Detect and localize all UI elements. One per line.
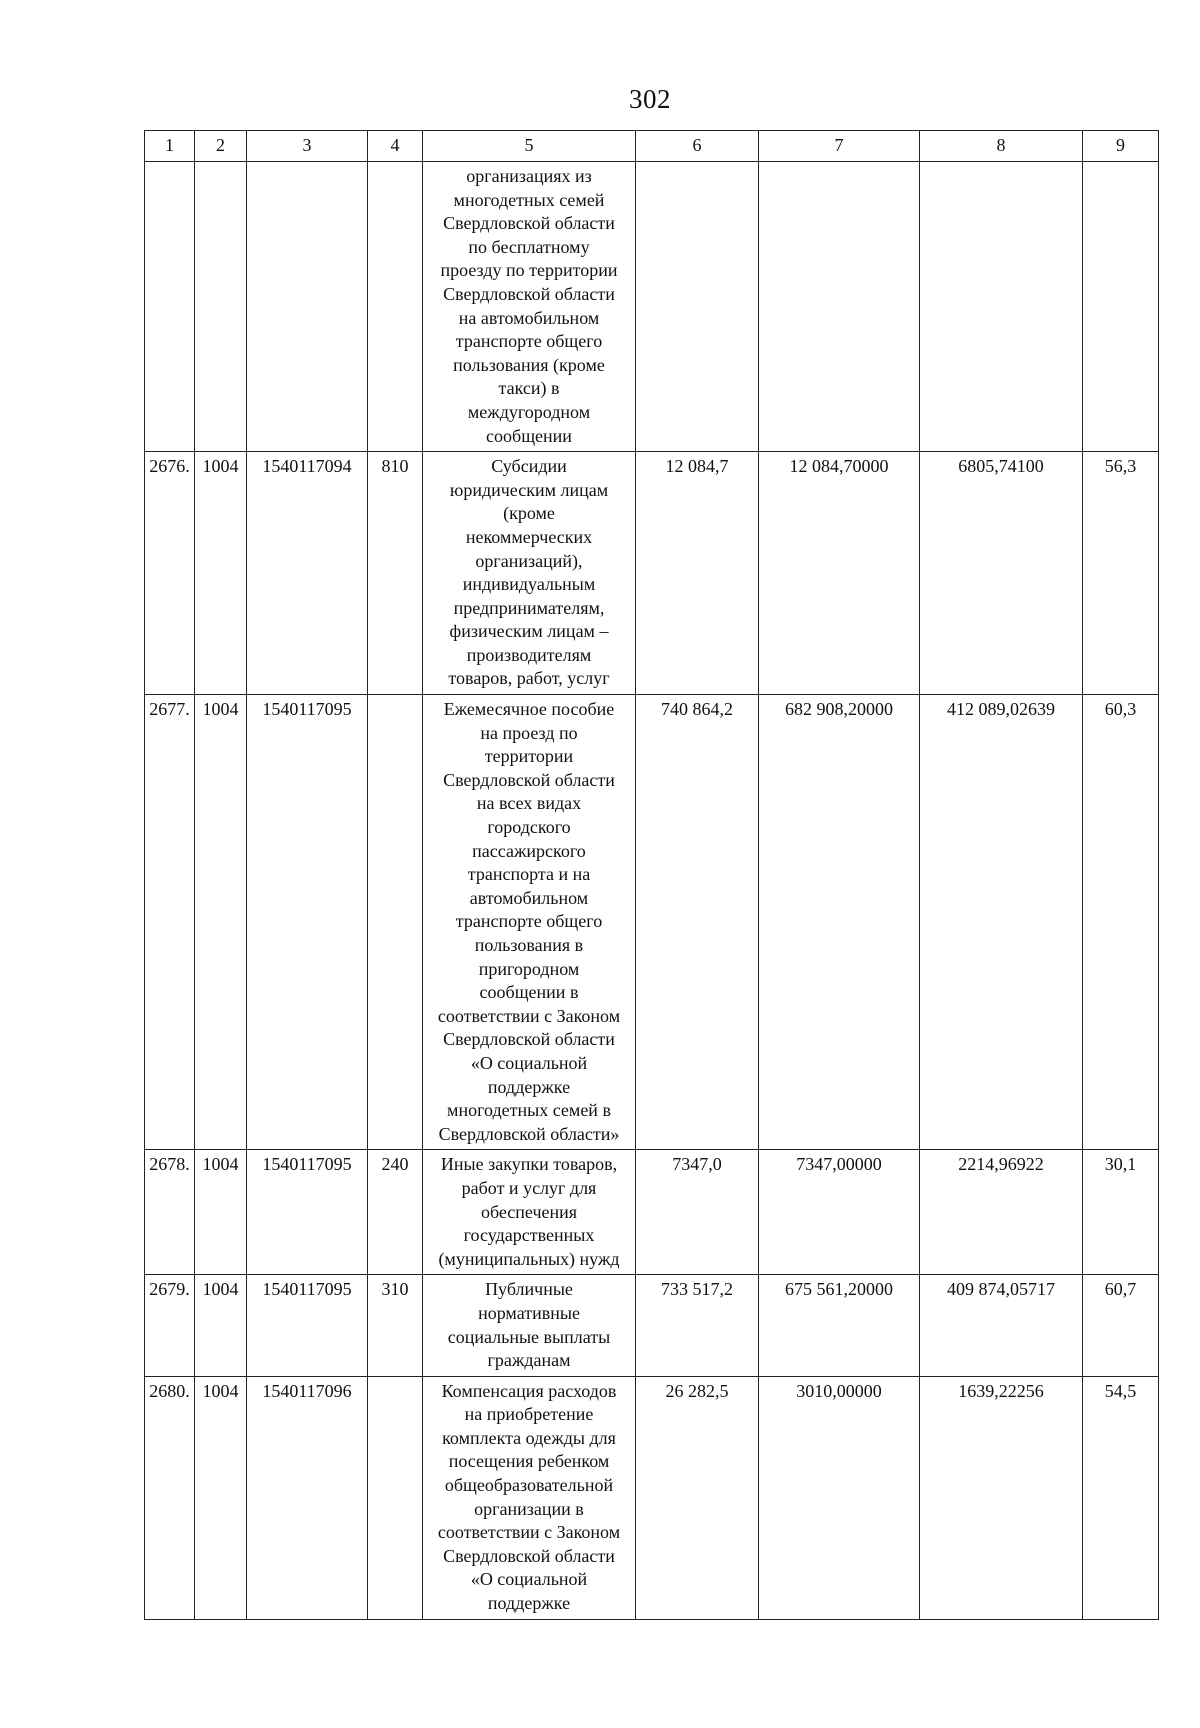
description-cell bbox=[423, 162, 636, 452]
expense-type-cell: 310 bbox=[368, 1275, 423, 1376]
row-number-cell: 2680. bbox=[145, 1376, 195, 1619]
description-line: Свердловской области bbox=[443, 769, 615, 790]
row-number-cell: 2678. bbox=[145, 1150, 195, 1275]
table-body bbox=[145, 162, 1159, 1620]
approved-amount-cell: 7347,00000 bbox=[759, 1150, 920, 1275]
description-line: пользования в bbox=[474, 935, 584, 955]
target-article-cell: 1540117096 bbox=[247, 1376, 368, 1619]
description-cell bbox=[423, 1150, 636, 1275]
section-code-cell: 1004 bbox=[195, 1275, 247, 1376]
description-line: автомобильном bbox=[469, 887, 589, 908]
description-line: нормативные bbox=[478, 1302, 580, 1323]
description-line: Иные закупки товаров, bbox=[440, 1154, 618, 1175]
description-line: транспорта и на bbox=[467, 864, 591, 885]
execution-percent-cell: 60,7 bbox=[1083, 1275, 1159, 1376]
description-line: организациях из bbox=[466, 166, 592, 186]
description-line: товаров, работ, услуг bbox=[448, 668, 610, 689]
description-line: социальные выплаты bbox=[447, 1326, 611, 1347]
description-line: многодетных семей bbox=[453, 189, 605, 210]
description-line: гражданам bbox=[487, 1350, 571, 1371]
description-line: физическим лицам – bbox=[449, 621, 609, 642]
column-header-9: 9 bbox=[1083, 131, 1159, 162]
description-line: организации в bbox=[474, 1498, 584, 1519]
description-line: (кроме bbox=[503, 503, 555, 524]
execution-percent-cell: 56,3 bbox=[1083, 452, 1159, 695]
table-row bbox=[145, 695, 1159, 1150]
execution-percent-cell: 30,1 bbox=[1083, 1150, 1159, 1275]
executed-amount-cell: 1639,22256 bbox=[920, 1376, 1083, 1619]
expense-type-cell: 240 bbox=[368, 1150, 423, 1275]
amount-cell: 733 517,2 bbox=[636, 1275, 759, 1376]
expense-type-cell: 810 bbox=[368, 452, 423, 695]
description-line: на проезд по bbox=[480, 722, 578, 743]
target-article-cell: 1540117095 bbox=[247, 1275, 368, 1376]
description-line: на всех видах bbox=[476, 793, 582, 814]
table-row bbox=[145, 1275, 1159, 1376]
execution-percent-cell: 54,5 bbox=[1083, 1376, 1159, 1619]
section-code-cell: 1004 bbox=[195, 695, 247, 1150]
executed-amount-cell: 6805,74100 bbox=[920, 452, 1083, 695]
section-code-cell: 1004 bbox=[195, 1376, 247, 1619]
description-line: общеобразовательной bbox=[444, 1475, 614, 1496]
description-cell bbox=[423, 695, 636, 1150]
column-header-2: 2 bbox=[195, 131, 247, 162]
table-row bbox=[145, 1376, 1159, 1619]
executed-amount-cell: 409 874,05717 bbox=[920, 1275, 1083, 1376]
description-line: транспорте общего bbox=[455, 911, 603, 932]
approved-amount-cell: 682 908,20000 bbox=[759, 695, 920, 1150]
column-header-4: 4 bbox=[368, 131, 423, 162]
description-line: предпринимателям, bbox=[453, 597, 605, 618]
description-line: Публичные bbox=[485, 1279, 573, 1300]
column-header-7: 7 bbox=[759, 131, 920, 162]
description-line: комплекта одежды для bbox=[442, 1427, 616, 1448]
description-line: поддержке bbox=[487, 1593, 571, 1614]
expense-type-cell bbox=[368, 1376, 423, 1619]
description-line: междугородном bbox=[467, 401, 591, 422]
description-line: посещения ребенком bbox=[448, 1451, 610, 1472]
description-line: Свердловской области bbox=[443, 1029, 615, 1050]
approved-amount-cell: 12 084,70000 bbox=[759, 452, 920, 695]
row-number-cell bbox=[145, 162, 195, 452]
section-code-cell bbox=[195, 162, 247, 452]
table-row bbox=[145, 1150, 1159, 1275]
description-line: сообщении в bbox=[479, 982, 579, 1003]
target-article-cell: 1540117094 bbox=[247, 452, 368, 695]
column-header-6: 6 bbox=[636, 131, 759, 162]
approved-amount-cell: 675 561,20000 bbox=[759, 1275, 920, 1376]
description-line: Компенсация расходов bbox=[441, 1380, 617, 1401]
section-code-cell: 1004 bbox=[195, 1150, 247, 1275]
description-line: на автомобильном bbox=[458, 307, 600, 328]
description-line: сообщении bbox=[486, 425, 572, 446]
description-line: пассажирского bbox=[472, 840, 586, 861]
section-code-cell: 1004 bbox=[195, 452, 247, 695]
table-row bbox=[145, 162, 1159, 452]
executed-amount-cell bbox=[920, 162, 1083, 452]
execution-percent-cell bbox=[1083, 162, 1159, 452]
description-line: (муниципальных) нужд bbox=[438, 1248, 620, 1269]
description-line: транспорте общего bbox=[455, 331, 603, 352]
executed-amount-cell: 412 089,02639 bbox=[920, 695, 1083, 1150]
expense-type-cell bbox=[368, 162, 423, 452]
description-line: территории bbox=[484, 746, 574, 767]
row-number-cell: 2676. bbox=[145, 452, 195, 695]
column-header-8: 8 bbox=[920, 131, 1083, 162]
description-cell bbox=[423, 1376, 636, 1619]
description-line: городского bbox=[487, 817, 571, 838]
description-line: по бесплатному bbox=[468, 236, 590, 257]
description-line: индивидуальным bbox=[462, 574, 596, 595]
description-line: обеспечения bbox=[480, 1201, 578, 1222]
approved-amount-cell: 3010,00000 bbox=[759, 1376, 920, 1619]
description-line: Субсидии bbox=[491, 456, 567, 477]
amount-cell: 740 864,2 bbox=[636, 695, 759, 1150]
amount-cell: 7347,0 bbox=[636, 1150, 759, 1275]
description-cell bbox=[423, 452, 636, 695]
description-line: «О социальной bbox=[470, 1052, 588, 1073]
description-line: Свердловской области bbox=[443, 1545, 615, 1566]
row-number-cell: 2677. bbox=[145, 695, 195, 1150]
amount-cell: 12 084,7 bbox=[636, 452, 759, 695]
description-line: «О социальной bbox=[470, 1569, 588, 1590]
description-line: организаций), bbox=[475, 550, 583, 571]
description-line: пользования (кроме bbox=[453, 354, 605, 375]
description-line: пригородном bbox=[478, 958, 580, 979]
description-line: Ежемесячное пособие bbox=[443, 699, 615, 720]
description-line: некоммерческих bbox=[465, 526, 593, 547]
executed-amount-cell: 2214,96922 bbox=[920, 1150, 1083, 1275]
target-article-cell bbox=[247, 162, 368, 452]
description-line: работ и услуг для bbox=[461, 1177, 597, 1198]
column-header-5: 5 bbox=[423, 131, 636, 162]
description-line: поддержке bbox=[487, 1076, 571, 1097]
description-line: проезду по территории bbox=[440, 260, 618, 281]
column-header-3: 3 bbox=[247, 131, 368, 162]
approved-amount-cell bbox=[759, 162, 920, 452]
page-number: 302 bbox=[629, 84, 671, 114]
expense-type-cell bbox=[368, 695, 423, 1150]
budget-table bbox=[144, 130, 1159, 1620]
target-article-cell: 1540117095 bbox=[247, 1150, 368, 1275]
amount-cell bbox=[636, 162, 759, 452]
header-row bbox=[145, 131, 1159, 162]
description-line: многодетных семей в bbox=[447, 1100, 611, 1121]
description-line: соответствии с Законом bbox=[437, 1522, 621, 1543]
description-line: соответствии с Законом bbox=[437, 1005, 621, 1026]
description-line: государственных bbox=[463, 1225, 595, 1246]
description-line: Свердловской области bbox=[443, 283, 615, 304]
description-line: юридическим лицам bbox=[449, 479, 609, 500]
description-line: Свердловской области bbox=[443, 213, 615, 234]
description-line: производителям bbox=[466, 644, 592, 665]
target-article-cell: 1540117095 bbox=[247, 695, 368, 1150]
row-number-cell: 2679. bbox=[145, 1275, 195, 1376]
description-line: такси) в bbox=[498, 378, 560, 399]
description-line: Свердловской области» bbox=[438, 1123, 620, 1144]
amount-cell: 26 282,5 bbox=[636, 1376, 759, 1619]
description-cell bbox=[423, 1275, 636, 1376]
table-row bbox=[145, 452, 1159, 695]
execution-percent-cell: 60,3 bbox=[1083, 695, 1159, 1150]
column-header-1: 1 bbox=[145, 131, 195, 162]
description-line: на приобретение bbox=[464, 1404, 594, 1425]
